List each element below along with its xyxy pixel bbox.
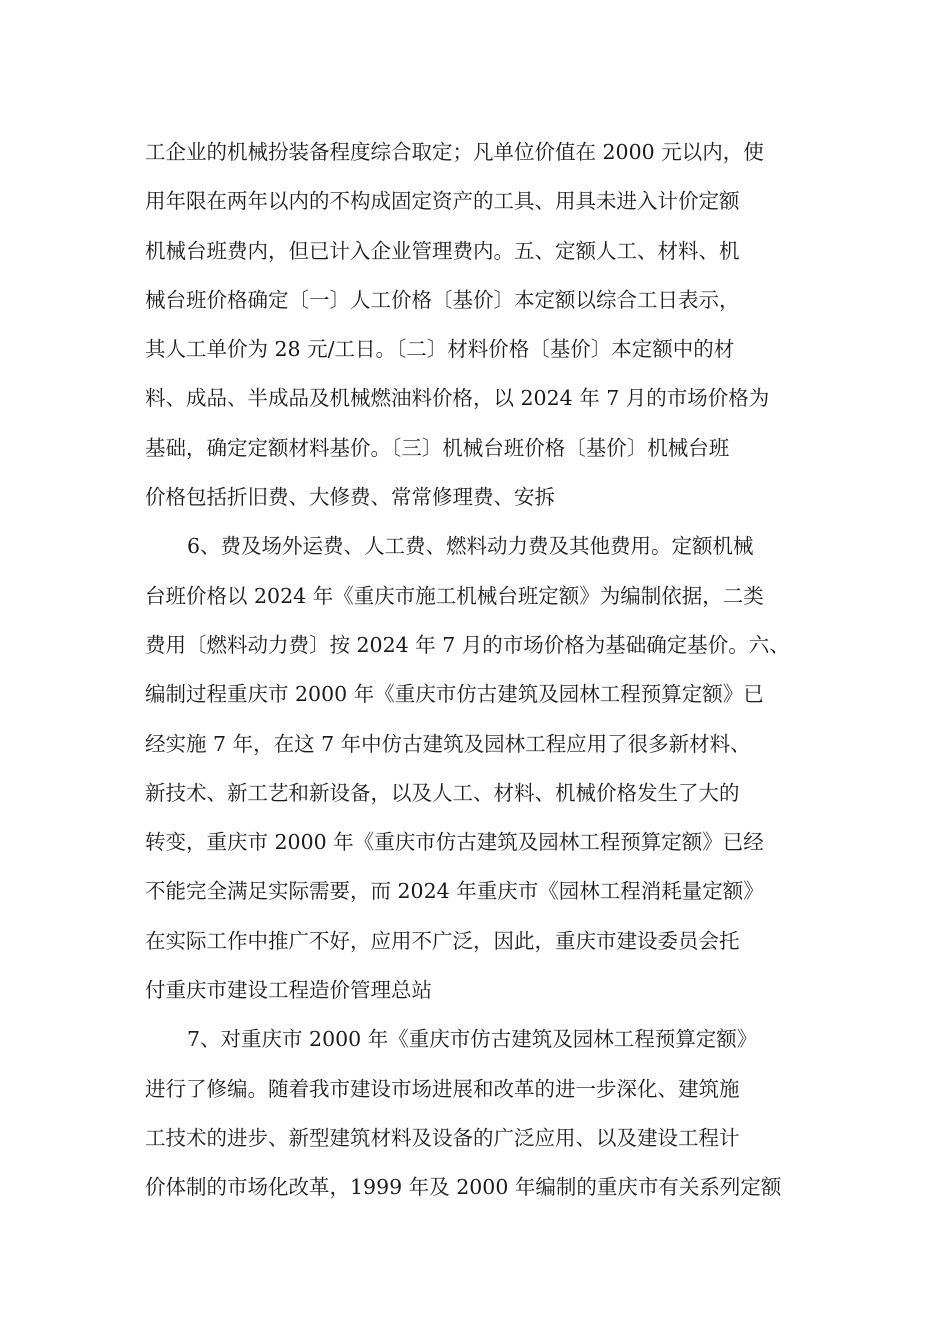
text-line: 不能完全满足实际需要，而 2024 年重庆市《园林工程消耗量定额》: [145, 879, 764, 904]
paragraph-start-line: 7、对重庆市 2000 年《重庆市仿古建筑及园林工程预算定额》: [187, 1027, 758, 1052]
text-line: 工企业的机械扮装备程度综合取定；凡单位价值在 2000 元以内，使: [145, 140, 764, 164]
text-line: 在实际工作中推广不好，应用不广泛，因此，重庆市建设委员会托: [145, 928, 740, 953]
text-line: 台班价格以 2024 年《重庆市施工机械台班定额》为编制依据，二类: [145, 583, 764, 608]
text-line: 转变，重庆市 2000 年《重庆市仿古建筑及园林工程预算定额》已经: [145, 830, 764, 855]
text-line: 新技术、新工艺和新设备，以及人工、材料、机械价格发生了大的: [145, 780, 740, 805]
text-line: 械台班价格确定〔一〕人工价格〔基价〕本定额以综合工日表示，: [145, 287, 740, 312]
paragraph-start-line: 6、费及场外运费、人工费、燃料动力费及其他费用。定额机械: [187, 534, 754, 559]
text-line: 机械台班费内，但已计入企业管理费内。五、定额人工、材料、机: [145, 238, 740, 263]
text-line: 费用〔燃料动力费〕按 2024 年 7 月的市场价格为基础确定基价。六、: [145, 632, 790, 657]
text-line: 价格包括折旧费、大修费、常常修理费、安拆: [145, 485, 555, 510]
text-line: 编制过程重庆市 2000 年《重庆市仿古建筑及园林工程预算定额》已: [145, 682, 764, 707]
text-line: 进行了修编。随着我市建设市场进展和改革的进一步深化、建筑施: [145, 1076, 740, 1101]
text-line: 基础，确定定额材料基价。〔三〕机械台班价格〔基价〕机械台班: [145, 435, 730, 460]
text-line: 料、成品、半成品及机械燃油料价格，以 2024 年 7 月的市场价格为: [145, 386, 770, 411]
text-line: 其人工单价为 28 元/工日。〔二〕材料价格〔基价〕本定额中的材: [145, 337, 735, 362]
body-text: [145, 128, 825, 1213]
text-line: 工技术的进步、新型建筑材料及设备的广泛应用、以及建设工程计: [145, 1125, 740, 1150]
text-line: 用年限在两年以内的不构成固定资产的工具、用具未进入计价定额: [145, 189, 740, 214]
text-line: 经实施 7 年，在这 7 年中仿古建筑及园林工程应用了很多新材料、: [145, 731, 751, 756]
text-line: 付重庆市建设工程造价管理总站: [145, 978, 432, 1003]
text-line: 价体制的市场化改革，1999 年及 2000 年编制的重庆市有关系列定额: [145, 1175, 782, 1200]
